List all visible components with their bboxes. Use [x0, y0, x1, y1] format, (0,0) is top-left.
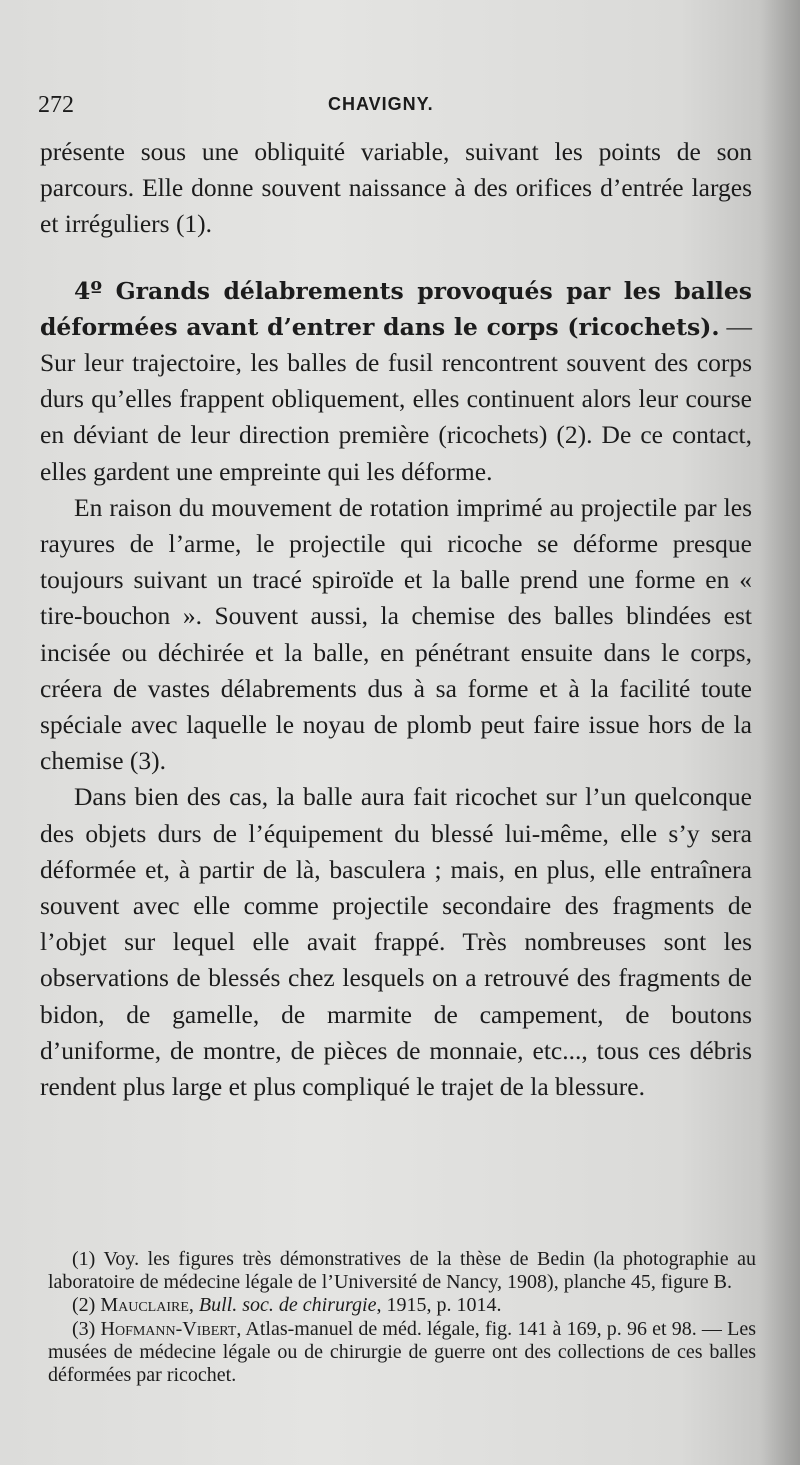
footnote-3 — [48, 1318, 756, 1388]
footnote-2-author: Mauclaire — [100, 1294, 189, 1317]
paragraph-4: Dans bien des cas, la balle aura fait ricochet sur l’un quelconque des objets durs de l’équipement du blessé lui-même, elle s’y sera déformée et, à partir de là, basculera ; mais, en plus, elle entraînera souvent avec elle comme projectile secondaire des fragments de l’objet sur lequel elle avait frappé. Très nombreuses sont les observations de blessés chez lesquels on a retrouvé des fragments de bidon, de gamelle, de marmite de campement, de boutons d’uniforme, de montre, de pièces de monnaie, etc..., tous ces débris rendent plus large et plus compliqué le trajet de la blessure. — [40, 782, 752, 1102]
footnote-3-author: Hofmann-Vibert — [100, 1317, 237, 1340]
footnotes — [48, 1248, 756, 1387]
paragraph-3: En raison du mouvement de rotation imprimé au projectile par les rayures de l’arme, le projectile qui ricoche se déforme presque toujours suivant un tracé spiroïde et la balle prend une forme en « tire-bouchon ». Souvent aussi, la chemise des balles blindées est incisée ou déchirée et la balle, en pénétrant ensuite dans le corps, créera de vastes délabrements dus à sa forme et à la facilité toute spéciale avec laquelle le noyau de plomb peut faire issue hors de la chemise (3). — [40, 492, 752, 776]
footnote-2-rest: , 1915, p. 1014. — [376, 1294, 502, 1317]
page-header — [38, 92, 758, 126]
body-text — [40, 134, 752, 1105]
section-title: 4º Grands délabrements provoqués par les balles déformées avant d’entrer dans le corps (ricochets). — [40, 276, 752, 341]
footnote-3-number: (3) — [72, 1317, 101, 1340]
running-head: CHAVIGNY. — [328, 94, 434, 114]
paragraph-1: présente sous une obliquité variable, suivant les points de son parcours. Elle donne souvent naissance à des orifices d’entrée larges et irréguliers (1). — [40, 137, 752, 239]
section-dash: — — [719, 311, 752, 341]
footnote-2-number: (2) — [72, 1294, 101, 1317]
footnote-2-journal: Bull. soc. de chirurgie — [198, 1294, 377, 1317]
footnote-1: (1) Voy. les figures très démonstratives de la thèse de Bedin (la photographie au laboratoire de médecine légale de l’Université de Nancy, 1908), planche 45, figure B. — [48, 1248, 756, 1294]
footnote-3-rest: , Atlas-manuel de méd. légale, fig. 141 à 169, p. 96 et 98. — Les musées de médecine légale ou de chirurgie de guerre ont des collections de ces balles déformées par ricochet. — [48, 1317, 756, 1387]
paragraph-2 — [40, 273, 752, 490]
page-edge-shadow — [760, 0, 800, 1465]
footnote-2-separator: , — [188, 1294, 199, 1317]
paragraph-2-text: Sur leur trajectoire, les balles de fusil rencontrent souvent des corps durs qu’elles frappent obliquement, elles continuent alors leur course en déviant de leur direction première (ricochets) (2). De ce contact, elles gardent une empreinte qui les déforme. — [40, 348, 752, 486]
footnote-2 — [48, 1294, 756, 1317]
page-number: 272 — [38, 92, 74, 118]
